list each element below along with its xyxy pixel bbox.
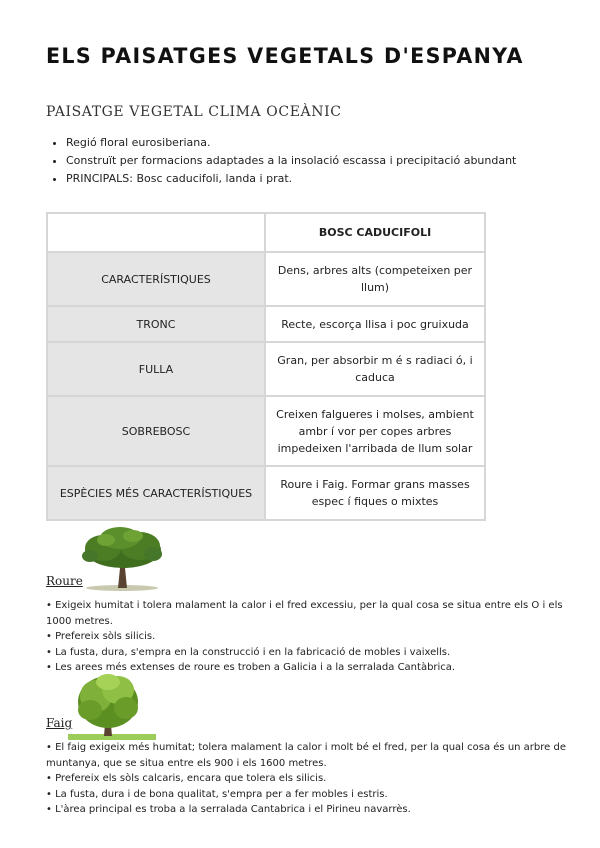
list-item: • La fusta, dura, s'empra en la construcció i en la fabricació de mobles i vaixells. [46, 645, 586, 661]
roure-description-list [46, 598, 586, 676]
table-row [47, 466, 485, 520]
table-header: BOSC CADUCIFOLI [265, 213, 485, 252]
table-row [47, 252, 485, 306]
list-item: • Regió floral eurosiberiana. [66, 134, 516, 152]
list-item: • Prefereix sòls silicis. [46, 629, 586, 645]
row-label: FULLA [47, 342, 265, 396]
table-row [47, 396, 485, 466]
row-value: Creixen falgueres i molses, ambient ambr í vor per copes arbres impedeixen l'arribada de llum solar [265, 396, 485, 466]
list-item: • PRINCIPALS: Bosc caducifoli, landa i prat. [66, 170, 516, 188]
oak-tree-icon [78, 526, 168, 592]
list-item: • Prefereix els sòls calcaris, encara que tolera els silicis. [46, 771, 586, 787]
row-label: CARACTERÍSTIQUES [47, 252, 265, 306]
list-item: • Construït per formacions adaptades a la insolació escassa i precipitació abundant [66, 152, 516, 170]
page-title: ELS PAISATGES VEGETALS D'ESPANYA [46, 44, 524, 68]
row-value: Gran, per absorbir m é s radiaci ó, i caduca [265, 342, 485, 396]
intro-bullet-list [46, 134, 516, 188]
faig-heading: Faig [46, 716, 73, 730]
row-value: Dens, arbres alts (competeixen per llum) [265, 252, 485, 306]
beech-tree-icon [68, 672, 156, 742]
row-label: TRONC [47, 306, 265, 342]
table-row [47, 306, 485, 342]
list-item: • Exigeix humitat i tolera malament la calor i el fred excessiu, per la qual cosa se situa entre els O i els 1000 metres. [46, 598, 586, 629]
roure-heading: Roure [46, 574, 83, 588]
row-label: ESPÈCIES MÉS CARACTERÍSTIQUES [47, 466, 265, 520]
list-item: • Les arees més extenses de roure es troben a Galicia i a la serralada Cantàbrica. [46, 660, 586, 676]
table-header-row [47, 213, 485, 252]
table-corner-cell [47, 213, 265, 252]
faig-description-list [46, 740, 586, 818]
bosc-caducifoli-table [46, 212, 486, 521]
list-item: • L'àrea principal es troba a la serralada Cantabrica i el Pirineu navarrès. [46, 802, 586, 818]
list-item: • El faig exigeix més humitat; tolera malament la calor i molt bé el fred, per la qual cosa és un arbre de muntanya, que se situa entre els 900 i els 1600 metres. [46, 740, 586, 771]
row-value: Recte, escorça llisa i poc gruixuda [265, 306, 485, 342]
table-row [47, 342, 485, 396]
list-item: • La fusta, dura i de bona qualitat, s'empra per a fer mobles i estris. [46, 787, 586, 803]
row-value: Roure i Faig. Formar grans masses espec í fiques o mixtes [265, 466, 485, 520]
row-label: SOBREBOSC [47, 396, 265, 466]
section-subtitle: PAISATGE VEGETAL CLIMA OCEÀNIC [46, 104, 342, 120]
